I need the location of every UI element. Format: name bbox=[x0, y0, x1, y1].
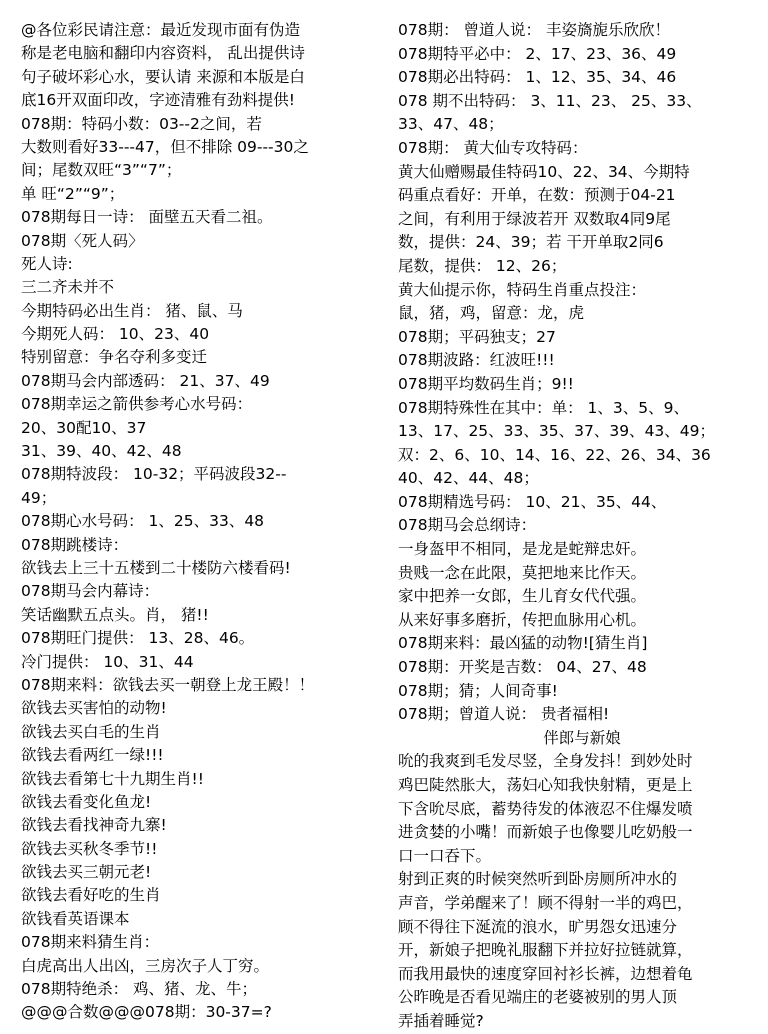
right-text-line: 码重点看好：开单，在数：预测于04-21 bbox=[398, 186, 676, 205]
right-text-line: 33、47、48； bbox=[398, 115, 504, 134]
right-text-line: 开，新娘子把晚礼服翻下并拉好拉链就算， bbox=[398, 941, 693, 960]
right-text-line: 13、17、25、33、35、37、39、43、49； bbox=[398, 422, 716, 441]
left-text-line: 078期每日一诗： 面壁五天看二祖。 bbox=[21, 208, 273, 227]
right-text-line: 鼠，猪，鸡，留意：龙，虎 bbox=[398, 304, 585, 323]
left-text-line: 欲钱去看找神奇九寨! bbox=[21, 816, 167, 835]
left-text-line: 20、30配10、37 bbox=[21, 418, 147, 437]
left-text-line: 欲钱去看好吃的生肖 bbox=[21, 886, 161, 905]
right-text-line: 40、42、44、48； bbox=[398, 469, 539, 488]
right-text-line: 射到正爽的时候突然听到卧房厕所冲水的 bbox=[398, 870, 678, 889]
left-text-line: 078期特绝杀： 鸡、猪、龙、牛； bbox=[21, 980, 258, 999]
left-text-line: 欲钱看英语课本 bbox=[21, 909, 130, 928]
left-text-line: 今期死人码： 10、23、40 bbox=[21, 325, 210, 344]
right-text-line: 进贪婪的小嘴！而新娘子也像婴儿吃奶般一 bbox=[398, 823, 693, 842]
right-text-line: 之间，有利用于绿波若开 双数取4同9尾 bbox=[398, 209, 671, 228]
left-text-line: 31、39、40、42、48 bbox=[21, 442, 182, 461]
right-text-line: 尾数，提供： 12、26； bbox=[398, 256, 567, 275]
left-text-line: 三二齐未并不 bbox=[21, 278, 115, 297]
left-text-line: 49； bbox=[21, 488, 57, 507]
left-text-line: 间；尾数双旺“3”“7”； bbox=[21, 161, 182, 180]
right-text-line: 弄插着睡觉? bbox=[398, 1011, 484, 1030]
left-text-line: 句子破坏彩心水，要认请 来源和本版是白 bbox=[21, 67, 305, 86]
left-text-line: 078期来料猜生肖： bbox=[21, 933, 160, 952]
left-text-line: 欲钱去买三朝元老! bbox=[21, 863, 152, 882]
left-text-line: 欲钱去买白毛的生肖 bbox=[21, 722, 161, 741]
left-text-line: 078期心水号码： 1、25、33、48 bbox=[21, 512, 265, 531]
left-text-line: 欲钱去买秋冬季节!! bbox=[21, 839, 158, 858]
left-text-line: 称是老电脑和翻印内容资料， 乱出提供诗 bbox=[21, 44, 305, 63]
right-text-line: 吮的我爽到毛发尽竖，全身发抖！到妙处时 bbox=[398, 752, 693, 771]
left-text-line: 078期〈死人码〉 bbox=[21, 231, 144, 250]
right-text-line: 078期特平必中： 2、17、23、36、49 bbox=[398, 44, 677, 63]
left-text-line: 白虎高出人出凶，三房次子人丁穷。 bbox=[21, 956, 270, 975]
right-text-line: 而我用最快的速度穿回衬衫长裤，边想着龟 bbox=[398, 964, 693, 983]
right-text-line: 鸡巴陡然胀大，荡妇心知我快射精，更是上 bbox=[398, 776, 693, 794]
right-text-line: 078期马会总纲诗： bbox=[398, 516, 537, 535]
right-text-line: 口一口吞下。 bbox=[398, 846, 492, 865]
left-text-line: 笑话幽默五点头。肖， 猪!! bbox=[21, 605, 209, 624]
left-text-line: 底16开双面印改，字迹清雅有劲料提供! bbox=[21, 91, 295, 110]
left-text-line: 冷门提供： 10、31、44 bbox=[21, 652, 194, 671]
left-column bbox=[21, 19, 387, 1025]
right-text-line: 下含吮尽底，蓄势待发的体液忍不住爆发喷 bbox=[398, 799, 693, 818]
left-text-line: 大数则看好33---47，但不排除 09---30之 bbox=[21, 137, 309, 156]
right-text-line: 078期；曾道人说： 贵者福相! bbox=[398, 705, 610, 724]
right-text-line: 一身盔甲不相同，是龙是蛇辩忠奸。 bbox=[398, 540, 647, 559]
right-text-line: 078期必出特码： 1、12、35、34、46 bbox=[398, 68, 677, 87]
right-text-line: 家中把养一女郎，生儿育女代代强。 bbox=[398, 587, 647, 606]
left-text-line: 欲钱去看变化鱼龙! bbox=[21, 792, 152, 811]
left-text-line: 欲钱去上三十五楼到二十楼防六楼看码! bbox=[21, 558, 291, 577]
right-text-line: 黄大仙提示你，特码生肖重点投注： bbox=[398, 280, 647, 299]
left-text-line: @各位彩民请注意：最近发现市面有伪造 bbox=[21, 21, 301, 39]
left-text-line: 078期：特码小数：03--2之间，若 bbox=[21, 114, 262, 133]
left-text-line: 欲钱去看第七十九期生肖!! bbox=[21, 769, 204, 788]
right-text-line: 078 期不出特码： 3、11、23、 25、33、 bbox=[398, 91, 702, 110]
left-text-line: 078期旺门提供： 13、28、46。 bbox=[21, 629, 255, 648]
right-text-line: 公昨晚是否看见端庄的老婆被别的男人顶 bbox=[398, 988, 678, 1007]
right-text-line: 从来好事多磨折，传把血脉用心机。 bbox=[398, 610, 647, 629]
right-text-line: 078期： 曾道人说： 丰姿旖旎乐欣欣！ bbox=[398, 21, 670, 39]
left-text-line: @@@合数@@@078期：30-37=? bbox=[21, 1003, 272, 1022]
story-title: 伴郎与新娘 bbox=[543, 728, 621, 747]
left-text-line: 078期特波段： 10-32；平码波段32-- bbox=[21, 465, 287, 484]
left-text-line: 078期马会内幕诗： bbox=[21, 582, 160, 601]
right-text-line: 078期： 黄大仙专攻特码： bbox=[398, 138, 588, 157]
right-text-line: 078期；平码独支；27 bbox=[398, 327, 556, 346]
left-text-line: 欲钱去买害怕的动物! bbox=[21, 699, 167, 718]
right-text-line: 数，提供：24、39；若 干开单取2同6 bbox=[398, 233, 664, 252]
left-text-line: 今期特码必出生肖： 猪、鼠、马 bbox=[21, 301, 243, 320]
right-text-line: 顾不得往下涎流的浪水，旷男怨女迅速分 bbox=[398, 917, 678, 936]
left-text-line: 特别留意：争名夺利多变迁 bbox=[21, 348, 208, 367]
left-text-line: 078期幸运之箭供参考心水号码： bbox=[21, 395, 253, 414]
right-text-line: 078期精选号码： 10、21、35、44、 bbox=[398, 492, 667, 511]
left-text-line: 078期跳楼诗： bbox=[21, 535, 129, 554]
right-text-line: 078期波路：红波旺!!! bbox=[398, 351, 555, 370]
right-text-line: 贵贱一念在此限，莫把地来比作天。 bbox=[398, 563, 647, 582]
right-text-line: 078期来料：最凶猛的动物![猜生肖] bbox=[398, 634, 648, 653]
right-text-line: 双：2、6、10、14、16、22、26、34、36 bbox=[398, 445, 711, 464]
right-text-line: 声音，学弟醒来了！顾不得射一半的鸡巴， bbox=[398, 893, 693, 912]
left-text-line: 078期马会内部透码： 21、37、49 bbox=[21, 371, 270, 390]
right-text-line: 078期：开奖是吉数： 04、27、48 bbox=[398, 658, 647, 677]
left-text-line: 单 旺“2”“9”； bbox=[21, 184, 125, 203]
left-text-line: 欲钱去看两红一绿!!! bbox=[21, 746, 164, 765]
left-text-line: 死人诗: bbox=[21, 254, 73, 273]
right-text-line: 078期特殊性在其中：单： 1、3、5、9、 bbox=[398, 398, 689, 417]
right-column bbox=[398, 19, 766, 1034]
left-text-line: 078期来料：欲钱去买一朝登上龙王殿！！ bbox=[21, 675, 315, 694]
right-text-line: 黄大仙赠赐最佳特码10、22、34、今期特 bbox=[398, 162, 690, 181]
right-text-line: 078期平均数码生肖；9!! bbox=[398, 374, 574, 393]
right-text-line: 078期；猜；人间奇事! bbox=[398, 681, 558, 700]
